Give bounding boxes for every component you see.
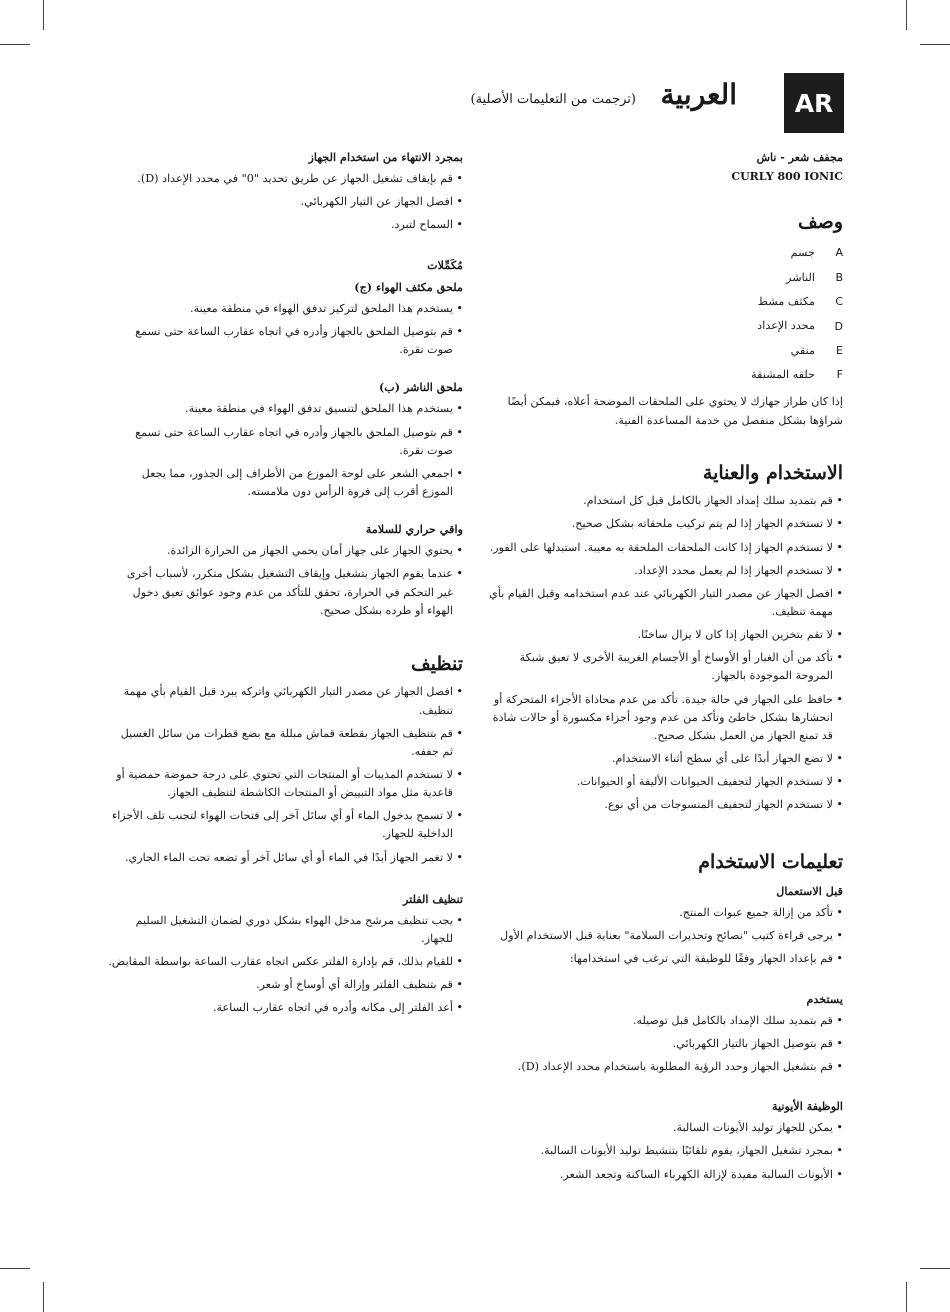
list-item: • السماح لتبرد. [108, 216, 463, 234]
list-item: • لا تستخدم المذيبات أو المنتجات التي تحتوي على درجة حموضة حمضية أو قاعدية مثل مواد التبييض أو المنتجات الكاشطة لتنظيف الجهاز. [108, 766, 463, 802]
part-row [488, 339, 843, 363]
description-heading: وصف [798, 210, 843, 233]
thermal-heading: واقي حراري للسلامة [365, 522, 463, 537]
list-item: • اجمعي الشعر على لوحة الموزع من الأطراف إلى الجذور، مما يجعل الموزع أقرب إلى فروة الرأس دون ملامسته. [108, 465, 463, 501]
list-item: • لا تسمح بدخول الماء أو أي سائل آخر إلى فتحات الهواء لتجنب تلف الأجزاء الداخلية للجهاز. [108, 807, 463, 843]
concentrator-heading: ملحق مكثف الهواء (ج) [354, 279, 463, 294]
list-item: • قم بتمديد سلك الإمداد بالكامل قبل توصيله. [488, 1012, 843, 1030]
crop-mark [920, 44, 950, 45]
product-name: مجفف شعر - ناش [756, 151, 843, 164]
list-item: • قم بتمديد سلك إمداد الجهاز بالكامل قبل كل استخدام. [488, 492, 843, 510]
list-item: • لا تضع الجهاز أبدًا على أي سطح أثناء الاستخدام. [488, 750, 843, 768]
crop-mark [43, 1282, 44, 1312]
list-item: • أعد الفلتر إلى مكانه وأدره في اتجاه عقارب الساعة. [108, 999, 463, 1017]
use-care-list [488, 492, 843, 814]
part-name: حلقه المشنقة [751, 368, 815, 382]
list-item: • قم بتوصيل الملحق بالجهاز وأدره في اتجاه عقارب الساعة حتى تسمع صوت نقرة. [108, 424, 463, 460]
diffuser-heading: ملحق الناشر (ب) [378, 380, 463, 395]
list-item: • لا تقم بتخزين الجهاز إذا كان لا يزال ساخنًا. [488, 626, 843, 644]
list-item: • افصل الجهاز عن مصدر التيار الكهربائي عند عدم استخدامه وقبل القيام بأي مهمة تنظيف. [488, 585, 843, 621]
instructions-heading: تعليمات الاستخدام [698, 851, 843, 874]
list-item: • الأيونات السالبة مفيدة لإزالة الكهرباء الساكنة وتجعد الشعر. [488, 1166, 843, 1184]
part-name: جسم [790, 246, 815, 260]
list-item: • قم بتشغيل الجهاز وحدد الرؤية المطلوبة باستخدام محدد الإعداد (D). [488, 1058, 843, 1076]
list-item: • قم بتوصيل الجهاز بالتيار الكهربائي. [488, 1035, 843, 1053]
use-care-heading: الاستخدام والعناية [702, 461, 843, 484]
part-row [488, 241, 843, 265]
ionic-list [488, 1119, 843, 1183]
list-item: • عندما يقوم الجهاز بتشغيل وإيقاف التشغيل بشكل متكرر، لأسباب أخرى غير التحكم في الحرارة، تحقق للتأكد من عدم وجود عوائق تعيق دخول الهواء أو طرده بشكل صحيح. [108, 565, 463, 619]
list-item: • لا تستخدم الجهاز إذا كانت الملحقات الملحقة به معيبة. استبدلها على الفور. [488, 539, 843, 557]
left-column [108, 148, 463, 1023]
part-name: منقي [790, 343, 815, 357]
list-item: • يرجى قراءة كتيب "نصائح وتحذيرات السلامة" بعناية قبل الاستخدام الأول [488, 927, 843, 945]
crop-mark [906, 1282, 907, 1312]
before-use-heading: قبل الاستعمال [776, 884, 843, 899]
list-item: • قم بتنظيف الجهاز بقطعة قماش مبللة مع بضع قطرات من سائل الغسيل ثم جففه. [108, 725, 463, 761]
before-use-list [488, 904, 843, 968]
list-item: • قم بإعداد الجهاز وفقًا للوظيفة التي ترغب في استخدامها: [488, 950, 843, 968]
list-item: • يمكن للجهاز توليد الأيونات السالبة. [488, 1119, 843, 1137]
part-letter: C [835, 295, 843, 309]
list-item: • بمجرد تشغيل الجهاز، يقوم تلقائيًا بتنشيط توليد الأيونات السالبة. [488, 1142, 843, 1160]
language-title: العربية [660, 78, 737, 111]
list-item: • افصل الجهاز عن التيار الكهربائي. [108, 193, 463, 211]
crop-mark [920, 1268, 950, 1269]
cleaning-heading: تنظيف [410, 652, 463, 675]
crop-mark [0, 44, 30, 45]
filter-list [108, 912, 463, 1018]
list-item: • قم بإيقاف تشغيل الجهاز عن طريق تحديد "0" في محدد الإعداد (D). [108, 170, 463, 188]
diffuser-list [108, 400, 463, 501]
list-item: • يجب تنظيف مرشح مدخل الهواء بشكل دوري لضمان التشغيل السليم للجهاز. [108, 912, 463, 948]
part-letter: B [835, 270, 843, 284]
part-row [488, 314, 843, 338]
part-name: مكثف مشط [757, 295, 815, 308]
part-letter: D [834, 319, 843, 333]
list-item: • يستخدم هذا الملحق لتنسيق تدفق الهواء في منطقة معينة. [108, 400, 463, 418]
list-item: • تأكد من أن الغبار أو الأوساخ أو الأجسام الغريبة الأخرى لا تعيق شبكة المروحة الموجودة بالجهاز. [488, 649, 843, 685]
crop-mark [906, 0, 907, 30]
language-subtitle: (ترجمت من التعليمات الأصلية) [470, 92, 636, 107]
language-badge: AR [784, 73, 844, 133]
part-letter: F [836, 368, 843, 382]
list-item: • قم بتنظيف الفلتر وإزالة أي أوساخ أو شعر. [108, 976, 463, 994]
part-row [488, 265, 843, 289]
use-list [488, 1012, 843, 1076]
list-item: • لا تغمر الجهاز أبدًا في الماء أو أي سائل آخر أو تضعه تحت الماء الجاري. [108, 849, 463, 867]
list-item: • لا تستخدم الجهاز إذا لم يعمل محدد الإعداد. [488, 562, 843, 580]
part-name: محدد الإعداد [757, 319, 815, 333]
accessories-heading: مُكَمِّلات [427, 257, 463, 272]
after-use-list [108, 170, 463, 234]
right-column [488, 148, 843, 1189]
list-item: • لا تستخدم الجهاز لتجفيف الحيوانات الأليفة أو الحيوانات. [488, 773, 843, 791]
list-item: • للقيام بذلك، قم بإدارة الفلتر عكس اتجاه عقارب الساعة بواسطة المقابض. [108, 953, 463, 971]
thermal-list [108, 542, 463, 620]
crop-mark [0, 1268, 30, 1269]
description-note: إذا كان طراز جهازك لا يحتوي على الملحقات الموضحة أعلاه، فيمكن أيضًا شراؤها بشكل منفصل من خدمة المساعدة الفنية. [507, 395, 843, 427]
cleaning-list [108, 683, 463, 866]
after-use-heading: بمجرد الانتهاء من استخدام الجهاز [308, 150, 463, 164]
list-item: • حافظ على الجهاز في حالة جيدة. تأكد من عدم محاذاة الأجزاء المتحركة أو انحشارها بشكل خاطئ وتأكد من عدم وجود أجزاء مكسورة أو حالات شاذة قد تمنع الجهاز من العمل بشكل صحيح. [488, 691, 843, 745]
parts-list [488, 241, 843, 387]
part-letter: A [835, 246, 843, 260]
product-model: CURLY 800 IONIC [731, 170, 843, 184]
list-item: • تأكد من إزالة جميع عبوات المنتج. [488, 904, 843, 922]
part-row [488, 363, 843, 387]
use-heading: يستخدم [806, 991, 843, 1006]
filter-heading: تنظيف الفلتر [403, 891, 463, 906]
crop-mark [43, 0, 44, 30]
list-item: • لا تستخدم الجهاز إذا لم يتم تركيب ملحقاته بشكل صحيح. [488, 515, 843, 533]
ionic-heading: الوظيفة الأيونية [772, 1099, 843, 1114]
part-letter: E [836, 343, 843, 357]
concentrator-list [108, 300, 463, 359]
list-item: • يستخدم هذا الملحق لتركيز تدفق الهواء في منطقة معينة. [108, 300, 463, 318]
list-item: • يحتوي الجهاز على جهاز أمان يحمي الجهاز من الحرارة الزائدة. [108, 542, 463, 560]
list-item: • قم بتوصيل الملحق بالجهاز وأدره في اتجاه عقارب الساعة حتى تسمع صوت نقرة. [108, 323, 463, 359]
part-name: الناشر [786, 270, 815, 284]
list-item: • لا تستخدم الجهاز لتجفيف المنسوجات من أي نوع. [488, 796, 843, 814]
list-item: • افصل الجهاز عن مصدر التيار الكهربائي واتركه يبرد قبل القيام بأي مهمة تنظيف. [108, 683, 463, 719]
part-row [488, 290, 843, 314]
